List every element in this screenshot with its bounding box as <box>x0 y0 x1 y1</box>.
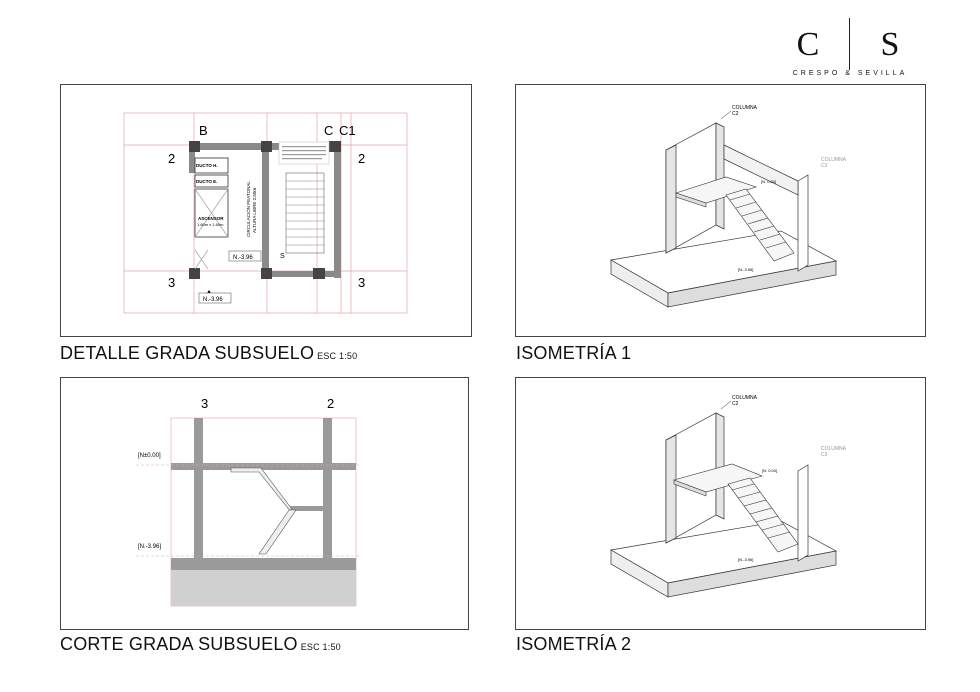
plan-caption <box>60 343 357 364</box>
axis-label-2-right: 2 <box>358 151 366 166</box>
plan-caption-text: DETALLE GRADA SUBSUELO <box>60 343 315 363</box>
plan-stair-treads <box>286 173 324 253</box>
section-level-top: [N±0.00] <box>138 453 161 459</box>
iso1-col-c2-id: C2 <box>732 111 739 117</box>
brand-logo <box>790 12 910 82</box>
iso2-level-top: [N. 0.00] <box>762 468 778 473</box>
iso1-level-bottom: [N.-3.96] <box>738 267 754 272</box>
circulacion-label: CIRCULACIÓN PEATONAL <box>246 181 251 237</box>
section-ground <box>171 570 356 606</box>
axis-label-2-left: 2 <box>168 151 176 166</box>
ducto-e-label: DUCTO E. <box>196 179 218 184</box>
isometry-1-drawing <box>516 85 925 336</box>
logo-letter-right: S <box>880 26 902 63</box>
plan-drawing <box>61 85 471 336</box>
plan-note-box <box>279 142 329 164</box>
iso1-col-c3-id: C3 <box>821 163 828 169</box>
iso2-col-c2-id: C2 <box>732 401 739 407</box>
axis-label-3-left: 3 <box>168 275 176 290</box>
axis-label-b: B <box>199 123 208 138</box>
iso2-col-c3-id: C3 <box>821 452 828 458</box>
ascensor-label: ASCENSOR <box>198 216 224 221</box>
level-outer-label: N.-3.96 <box>203 297 223 303</box>
iso2-col-c2-title: COLUMNA <box>732 395 758 401</box>
section-axis-3: 3 <box>201 396 209 411</box>
iso1-leader-c2 <box>721 111 731 119</box>
axis-label-c: C <box>324 123 334 138</box>
plan-scale: ESC 1:50 <box>317 351 358 361</box>
iso1-level-top: [N. 0.00] <box>761 179 777 184</box>
axis-label-c1: C1 <box>339 123 356 138</box>
iso1-col-c2-title: COLUMNA <box>732 105 758 111</box>
isometry-2-drawing <box>516 378 925 629</box>
section-level-bottom: [N.-3.96] <box>138 544 162 550</box>
iso2-leader-c2 <box>721 401 731 409</box>
axis-label-3-right: 3 <box>358 275 366 290</box>
section-axis-2: 2 <box>327 396 335 411</box>
section-caption-text: CORTE GRADA SUBSUELO <box>60 634 298 654</box>
plan-panel <box>60 84 472 337</box>
section-caption <box>60 634 341 655</box>
isometry-2-panel <box>515 377 926 630</box>
logo-letter-left: C <box>796 26 822 63</box>
section-stair <box>231 468 296 554</box>
isometry-1-caption: ISOMETRÍA 1 <box>516 343 632 363</box>
iso2-level-bottom: [N.-3.96] <box>738 557 754 562</box>
stair-direction-label: S <box>280 253 285 260</box>
section-panel <box>60 377 469 630</box>
plan-core <box>195 158 228 269</box>
logo-divider <box>849 18 850 70</box>
isometry-2-caption: ISOMETRÍA 2 <box>516 634 632 654</box>
iso2-col-c3-title: COLUMNA <box>821 446 847 452</box>
iso1-col-c3-title: COLUMNA <box>821 157 847 163</box>
isometry-1-panel <box>515 84 926 337</box>
altura-libre-label: ALTURA LIBRE 2.50m <box>252 187 257 233</box>
level-inner-label: N.-3.96 <box>233 255 253 261</box>
brand-name: CRESPO & SEVILLA <box>792 70 908 77</box>
ducto-h-label: DUCTO H. <box>196 163 218 168</box>
ascensor-size-label: 1.60m x 1.60m <box>197 222 224 227</box>
logo-mark <box>790 26 910 64</box>
section-scale: ESC 1:50 <box>300 642 341 652</box>
section-drawing <box>61 378 468 629</box>
